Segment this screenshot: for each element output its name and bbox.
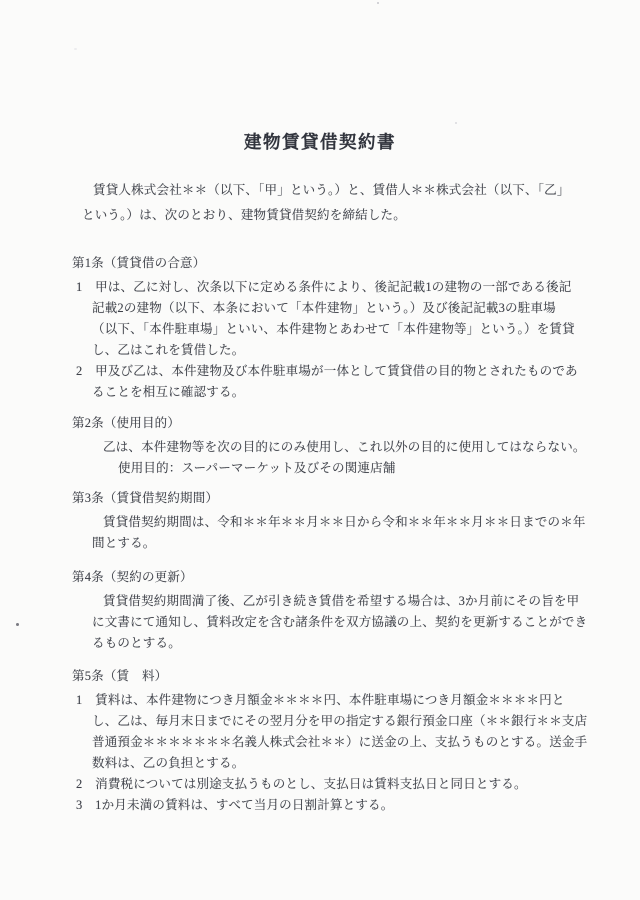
scan-speck [16, 623, 19, 626]
article-4 [72, 567, 592, 654]
text-line: 3 1か月未満の賃料は、すべて当月の日割計算とする。 [76, 798, 394, 812]
text-line: 普通預金＊＊＊＊＊＊＊名義人株式会社＊＊）に送金の上、支払うものとする。送金手 [92, 735, 588, 749]
article-5-heading: 第5条（賃 料） [72, 669, 168, 683]
text-line: し、乙は、毎月末日までにその翌月分を甲の指定する銀行預金口座（＊＊銀行＊＊支店 [92, 714, 588, 728]
article-3-heading: 第3条（賃貸借契約期間） [72, 491, 219, 505]
article-2-heading: 第2条（使用目的） [72, 416, 181, 430]
text-line: 2 甲及び乙は、本件建物及び本件駐車場が一体として賃貸借の目的物とされたものであ [76, 364, 578, 378]
article-5 [72, 666, 592, 816]
text-line: 間とする。 [92, 536, 156, 550]
text-line: 賃貸借契約期間は、令和＊＊年＊＊月＊＊日から令和＊＊年＊＊月＊＊日までの＊年 [103, 515, 586, 529]
text-line: 使用目的：スーパーマーケット及びその関連店舗 [118, 461, 396, 475]
article-2 [72, 413, 592, 479]
document-title: 建物賃貸借契約書 [244, 132, 396, 152]
scan-speck [74, 48, 77, 50]
article-1-heading: 第1条（賃貸借の合意） [72, 256, 206, 270]
intro-paragraph [72, 178, 582, 228]
article-4-heading: 第4条（契約の更新） [72, 570, 193, 584]
article-1 [72, 253, 592, 403]
text-line: 1 甲は、乙に対し、次条以下に定める条件により、後記記載1の建物の一部である後記 [76, 280, 572, 294]
article-3 [72, 488, 592, 554]
text-line: 記載2の建物（以下、本条において「本件建物」という。）及び後記記載3の駐車場 [92, 301, 556, 315]
text-line: 1 賃料は、本件建物につき月額金＊＊＊＊円、本件駐車場につき月額金＊＊＊＊円と [76, 693, 565, 707]
text-line: 数料は、乙の負担とする。 [92, 756, 245, 770]
text-line: に文書にて通知し、賃料改定を含む諸条件を双方協議の上、契約を更新することができ [92, 615, 588, 629]
text-line: るものとする。 [92, 636, 181, 650]
text-line: 賃貸借契約期間満了後、乙が引き続き賃借を希望する場合は、3か月前にその旨を甲 [103, 594, 580, 608]
text-line: 2 消費税については別途支払うものとし、支払日は賃料支払日と同日とする。 [76, 777, 527, 791]
text-line: ることを相互に確認する。 [92, 385, 245, 399]
scan-speck [455, 122, 457, 124]
text-line: 賃貸人株式会社＊＊（以下、「甲」という。）と、賃借人＊＊株式会社（以下、「乙」 [93, 183, 570, 197]
scan-speck [377, 2, 379, 4]
text-line: し、乙はこれを賃借した。 [92, 343, 245, 357]
text-line: という。）は、次のとおり、建物賃貸借契約を締結した。 [82, 208, 406, 222]
text-line: 乙は、本件建物等を次の目的にのみ使用し、これ以外の目的に使用してはならない。 [103, 440, 586, 454]
text-line: （以下、「本件駐車場」といい、本件建物とあわせて「本件建物等」という。）を賃貸 [92, 322, 575, 336]
